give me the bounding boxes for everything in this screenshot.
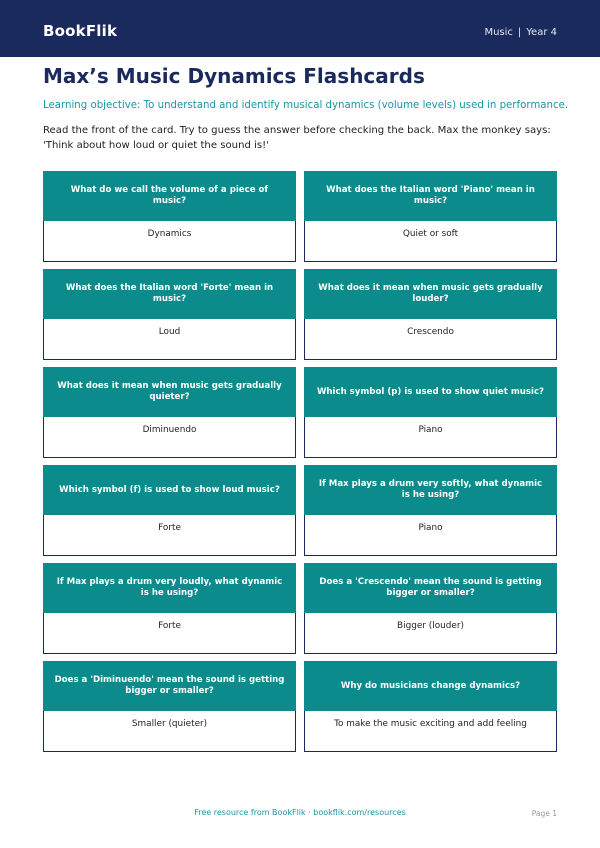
flashcard[interactable] [304,367,557,458]
flashcard-answer: To make the music exciting and add feeling [304,711,557,752]
flashcard-question: What does it mean when music gets gradually quieter? [43,367,296,417]
footer-credit[interactable]: Free resource from BookFlik · bookflik.com/resources [194,808,406,817]
flashcard-answer: Quiet or soft [304,221,557,262]
flashcard-question: Which symbol (p) is used to show quiet music? [304,367,557,417]
page-number: Page 1 [531,809,557,818]
flashcard-answer: Forte [43,613,296,654]
year-label: Year 4 [526,27,557,38]
flashcard-question: Does a 'Crescendo' mean the sound is getting bigger or smaller? [304,563,557,613]
flashcard[interactable] [304,269,557,360]
flashcard[interactable] [43,465,296,556]
flashcard-answer: Dynamics [43,221,296,262]
flashcard-question: Which symbol (f) is used to show loud music? [43,465,296,515]
brand-logo[interactable]: BookFlik [43,22,118,40]
flashcard[interactable] [43,563,296,654]
flashcard-question: What do we call the volume of a piece of music? [43,171,296,221]
flashcard[interactable] [304,171,557,262]
flashcard-question: What does it mean when music gets gradually louder? [304,269,557,319]
flashcard-question: If Max plays a drum very loudly, what dynamic is he using? [43,563,296,613]
learning-objective: Learning objective: To understand and identify musical dynamics (volume levels) used in performance. [43,100,569,111]
flashcard-answer: Diminuendo [43,417,296,458]
page-title: Max’s Music Dynamics Flashcards [43,64,425,88]
separator: | [517,27,522,38]
subject-year-label [484,27,557,38]
flashcard[interactable] [304,563,557,654]
top-bar [0,0,600,57]
subject-label: Music [484,27,513,38]
flashcard-answer: Forte [43,515,296,556]
flashcard[interactable] [43,171,296,262]
flashcard-answer: Smaller (quieter) [43,711,296,752]
flashcard-answer: Crescendo [304,319,557,360]
flashcard-question: Does a 'Diminuendo' mean the sound is getting bigger or smaller? [43,661,296,711]
instructions: Read the front of the card. Try to guess the answer before checking the back. Max the monkey says: 'Think about how loud or quiet the sound is!' [43,125,551,151]
flashcard-answer: Piano [304,515,557,556]
flashcard-question: Why do musicians change dynamics? [304,661,557,711]
flashcard-answer: Loud [43,319,296,360]
flashcard[interactable] [43,269,296,360]
flashcard[interactable] [43,367,296,458]
flashcard-question: If Max plays a drum very softly, what dynamic is he using? [304,465,557,515]
flashcard-question: What does the Italian word 'Piano' mean in music? [304,171,557,221]
flashcard[interactable] [304,465,557,556]
flashcard-answer: Piano [304,417,557,458]
flashcard-question: What does the Italian word 'Forte' mean in music? [43,269,296,319]
flashcard[interactable] [43,661,296,752]
flashcard[interactable] [304,661,557,752]
flashcard-answer: Bigger (louder) [304,613,557,654]
